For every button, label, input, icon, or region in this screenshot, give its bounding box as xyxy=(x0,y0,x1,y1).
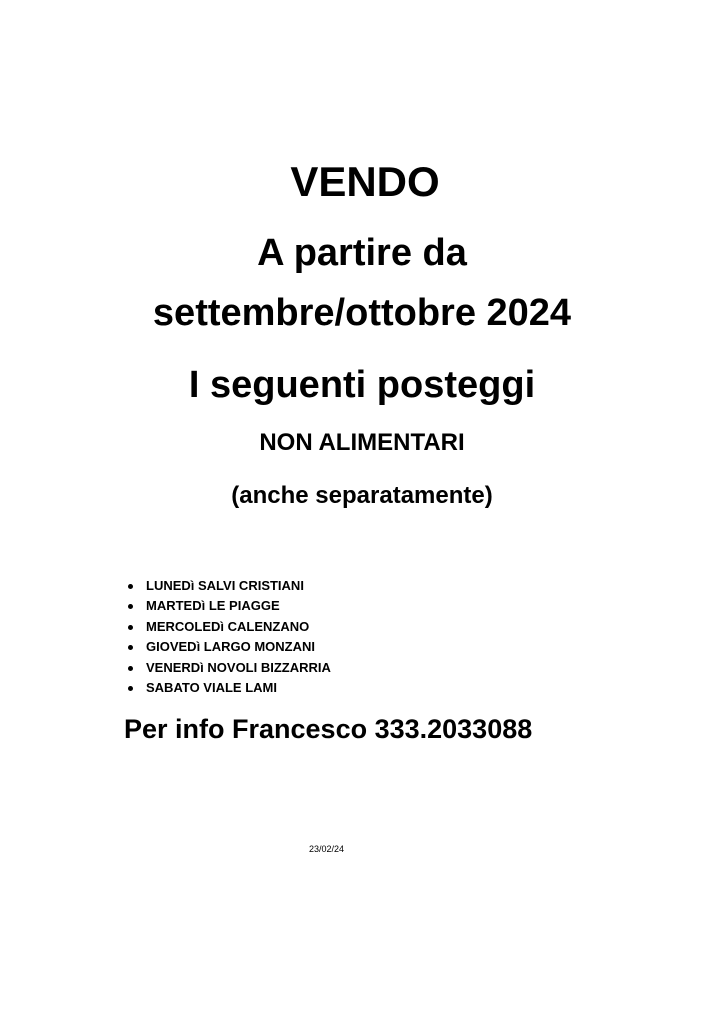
heading-start-dates: settembre/ottobre 2024 xyxy=(152,292,572,334)
heading-separately: (anche separatamente) xyxy=(231,482,493,509)
list-item xyxy=(128,678,331,698)
bullet-icon xyxy=(128,625,133,630)
list-item-label: GIOVEDì LARGO MONZANI xyxy=(146,639,315,655)
bullet-icon xyxy=(128,604,133,609)
bullet-icon xyxy=(128,645,133,650)
list-item-label: SABATO VIALE LAMI xyxy=(146,680,277,696)
list-item xyxy=(128,617,331,637)
list-item-label: MARTEDì LE PIAGGE xyxy=(146,598,280,614)
list-item-label: VENERDì NOVOLI BIZZARRIA xyxy=(146,659,331,675)
heading-following-stalls: I seguenti posteggi xyxy=(188,364,536,406)
heading-start-from: A partire da xyxy=(257,232,467,274)
title-vendo: VENDO xyxy=(290,158,440,205)
market-list xyxy=(128,576,331,698)
bullet-icon xyxy=(128,584,133,589)
heading-non-food: NON ALIMENTARI xyxy=(259,429,465,456)
list-item xyxy=(128,658,331,678)
list-item xyxy=(128,576,331,596)
list-item xyxy=(128,637,331,657)
document-date: 23/02/24 xyxy=(309,844,345,854)
list-item xyxy=(128,596,331,616)
contact-info: Per info Francesco 333.2033088 xyxy=(124,714,533,744)
bullet-icon xyxy=(128,686,133,691)
list-item-label: LUNEDì SALVI CRISTIANI xyxy=(146,578,304,593)
list-item-label: MERCOLEDì CALENZANO xyxy=(146,618,310,634)
bullet-icon xyxy=(128,666,133,671)
